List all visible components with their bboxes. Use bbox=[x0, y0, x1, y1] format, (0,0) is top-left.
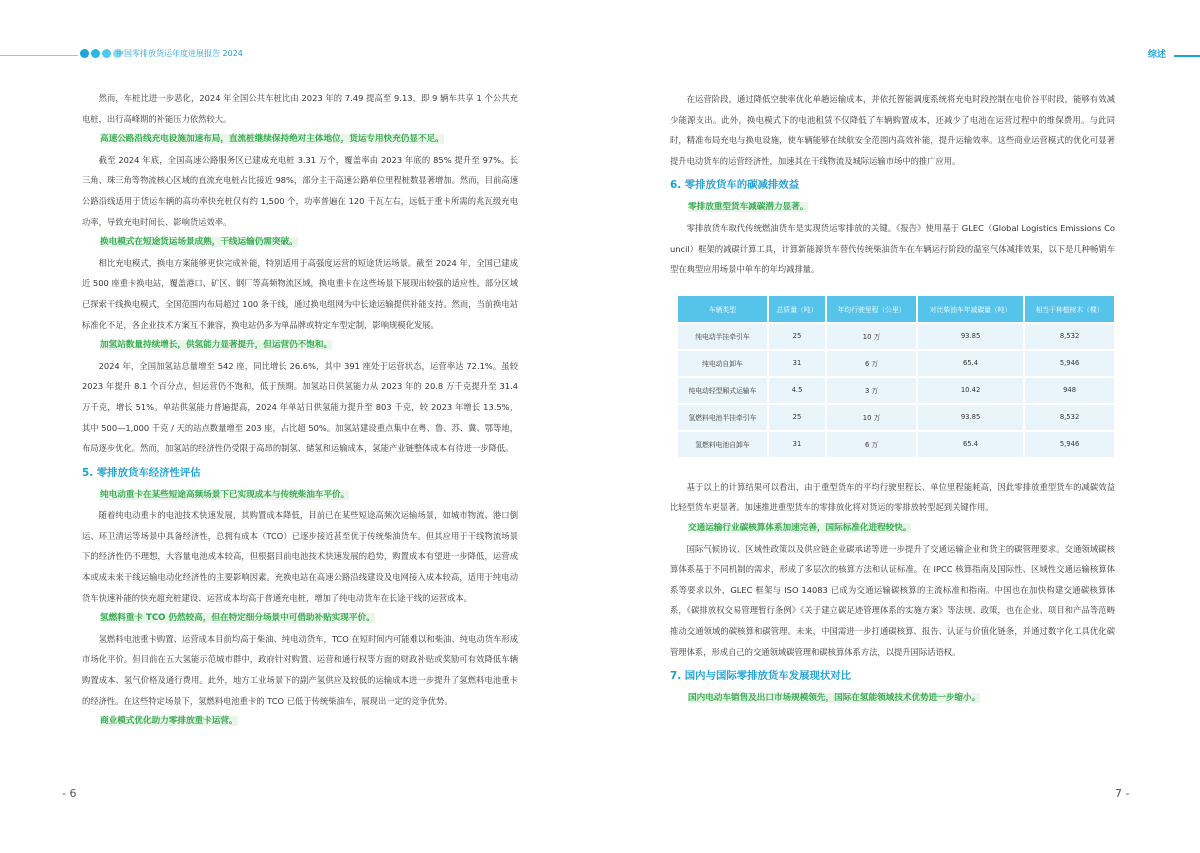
left-body-text bbox=[82, 88, 518, 732]
table-cell: 氢燃料电池半挂牵引车 bbox=[677, 404, 768, 431]
table-cell: 8,532 bbox=[1024, 323, 1115, 350]
section-heading: 7. 国内与国际零排放货车发展现状对比 bbox=[670, 670, 852, 683]
body-paragraph: 国际气候协议、区域性政策以及供应链企业碳承诺等进一步提升了交通运输企业和货主的碳管理要求。交通领域碳核算体系基于不同机制的需求，形成了多层次的核算方法和认证标准。在 IPCC 核算指南及国际性、区域性交通运输核算体系等要求以外，GLEC 框架与 ISO 14083 已成为交通运输碳核算的主流标准和指南。中国也在加快构建交通碳核算体系，《碳排放权交易管理暂行条例》《关于建立碳足迹管理体系的实施方案》等法规、政策，也在企业、项目和产品等范畴推动交通领域的碳核算和碳管理。未来，中国需进一步打通碳核算、报告、认证与价值化链条，并通过数字化工具优化碳管理体系，形成自己的交通领域碳管理和碳核算体系方法，以提升国际话语权。 bbox=[670, 543, 1115, 657]
highlight-text: 氢燃料重卡 TCO 仍然较高，但在特定细分场景中可借助补贴实现平价。 bbox=[100, 613, 375, 624]
table-cell: 纯电动自卸车 bbox=[677, 350, 768, 377]
table-cell: 10 万 bbox=[826, 404, 917, 431]
table-cell: 31 bbox=[768, 431, 826, 458]
highlight-subheading bbox=[100, 232, 518, 253]
table-cell: 5,946 bbox=[1024, 431, 1115, 458]
table-cell: 3 万 bbox=[826, 377, 917, 404]
table-header-cell: 总质量（吨） bbox=[768, 295, 826, 323]
table-cell: 65.4 bbox=[917, 431, 1024, 458]
table-cell: 纯电动轻型厢式运输车 bbox=[677, 377, 768, 404]
highlight-text: 换电模式在短途货运场景成熟，干线运输仍需突破。 bbox=[100, 237, 298, 248]
page-number-left: - 6 bbox=[62, 787, 77, 800]
header-rule bbox=[0, 55, 78, 56]
highlight-text: 交通运输行业碳核算体系加速完善，国际标准化进程较快。 bbox=[688, 522, 912, 533]
table-cell: 纯电动半挂牵引车 bbox=[677, 323, 768, 350]
highlight-subheading bbox=[688, 197, 1115, 218]
highlight-subheading bbox=[100, 608, 518, 629]
table-cell: 65.4 bbox=[917, 350, 1024, 377]
body-paragraph: 截至 2024 年底，全国高速公路服务区已建成充电桩 3.31 万个，覆盖率由 2023 年底的 85% 提升至 97%。长三角、珠三角等物流核心区域的直流充电桩占比接近 98%，部分主干高速公路单位里程桩数显著增加。然而，目前高速公路沿线适用于货运车辆的高功率快充桩仅有约 1,500 个，功率普遍在 120 千瓦左右，远低于重卡所需的兆瓦级充电功率，导致充电时间长、影响货运效率。 bbox=[82, 154, 518, 227]
highlight-text: 加氢站数量持续增长，供氢能力显著提升，但运营仍不饱和。 bbox=[100, 340, 333, 351]
highlight-subheading bbox=[100, 711, 518, 732]
highlight-subheading bbox=[688, 688, 1115, 709]
table-cell: 25 bbox=[768, 404, 826, 431]
table-cell: 10 万 bbox=[826, 323, 917, 350]
table-cell: 5,946 bbox=[1024, 350, 1115, 377]
table-cell: 93.85 bbox=[917, 404, 1024, 431]
highlight-text: 国内电动车销售及出口市场规模领先，国际在氢能领域技术优势进一步缩小。 bbox=[688, 693, 981, 704]
table-cell: 氢燃料电池自卸车 bbox=[677, 431, 768, 458]
highlight-text: 高速公路沿线充电设施加速布局，直流桩继续保持绝对主体地位，货运专用快充仍显不足。 bbox=[100, 134, 444, 145]
table-row bbox=[677, 350, 1115, 377]
table-row bbox=[677, 404, 1115, 431]
body-paragraph: 氢燃料电池重卡购置、运营成本目前均高于柴油、纯电动货车，TCO 在短时间内可能难以和柴油、纯电动货车形成市场化平价。但目前在五大氢能示范城市群中，政府针对购置、运营和通行权等方面的财政补贴或奖励可有效降低车辆购置成本、氢气价格及通行费用。此外，地方工业场景下的副产氢供应及较低的运输成本进一步提升了氢燃料电池重卡的经济性。在这些特定场景下，氢燃料电池重卡的 TCO 已低于传统柴油车，展现出一定的竞争优势。 bbox=[82, 633, 518, 706]
table-cell: 4.5 bbox=[768, 377, 826, 404]
body-paragraph: 基于以上的计算结果可以看出，由于重型货车的平均行驶里程长、单位里程能耗高，因此零排放重型货车的减碳效益比轻型货车更显著。加速推进重型货车的零排放化将对货运的零排放转型起到关键作用。 bbox=[670, 481, 1115, 513]
table-row bbox=[677, 377, 1115, 404]
emissions-table bbox=[676, 294, 1116, 459]
highlight-text: 纯电动重卡在某些短途高频场景下已实现成本与传统柴油车平价。 bbox=[100, 489, 350, 500]
body-paragraph: 2024 年，全国加氢站总量增至 542 座，同比增长 26.6%，其中 391 座处于运营状态，运营率达 72.1%。虽较 2023 年提升 8.1 个百分点，但运营仍不饱和，低于预期。加氢站日供氢能力从 2023 年的 20.8 万千克提升至 31.4 万千克，增长 51%。单站供氢能力普遍提高，2024 年单站日供氢能力提升至 803 千克，较 2023 年增长 13.5%，其中 500—1,000 千克 / 天的站点数量增至 203 座，占比超 50%。加氢站建设重点集中在粤、鲁、苏、冀、鄂等地，布局逐步优化。然而，加氢站的经济性仍受限于高昂的制氢、储氢和运输成本，氢能产业链整体成本有待进一步降低。 bbox=[82, 360, 518, 454]
table-cell: 10.42 bbox=[917, 377, 1024, 404]
table-cell: 31 bbox=[768, 350, 826, 377]
body-paragraph: 然而，车桩比进一步恶化，2024 年全国公共车桩比由 2023 年的 7.49 提高至 9.13，即 9 辆车共享 1 个公共充电桩，出行高峰期的补能压力依然较大。 bbox=[82, 93, 518, 124]
table-header-cell: 车辆类型 bbox=[677, 295, 768, 323]
section-heading: 6. 零排放货车的碳减排效益 bbox=[670, 179, 800, 192]
body-paragraph: 随着纯电动重卡的电池技术快速发展，其购置成本降低，目前已在某些短途高频次运输场景，如城市物流、港口倒运、环卫清运等场景中具备经济性，总拥有成本（TCO）已逐步接近甚至优于传统柴油货车。但其应用于干线物流场景下的经济性仍不理想，大容量电池成本较高，但根据目前电池技术快速发展的趋势，购置成本有望进一步降低，运营成本或成未来干线运输电动化经济性的主要影响因素。充换电站在高速公路沿线建设及电网接入成本较高，适用于纯电动货车快速补能的快充超充桩建设、运营成本均高于普通充电桩，增加了纯电动货车在长途干线的运营成本。 bbox=[82, 510, 518, 603]
table-cell: 25 bbox=[768, 323, 826, 350]
body-paragraph: 在运营阶段，通过降低空驶率优化单趟运输成本，并依托智能调度系统将充电时段控制在电价谷平时段，能够有效减少能源支出。此外，换电模式下的电池租赁不仅降低了车辆购置成本，还减少了电池在运营过程中的维保费用。与此同时，精准布局充电与换电设施，使车辆能够在续航安全范围内高效补能，提升运输效率。这些商业运营模式的优化可显著提升电动货车的运营经济性，加速其在干线物流及城际运输市场中的推广应用。 bbox=[670, 94, 1115, 166]
highlight-text: 商业模式优化助力零排放重卡运营。 bbox=[100, 716, 238, 727]
table-cell: 6 万 bbox=[826, 350, 917, 377]
highlight-text: 零排放重型货车减碳潜力显著。 bbox=[688, 202, 809, 213]
body-paragraph: 零排放货车取代传统燃油货车是实现货运零排放的关键。《报告》使用基于 GLEC（Global Logistics Emissions Council）框架的减碳计算工具，计算新能源货车替代传统柴油货车在车辆运行阶段的温室气体减排效果，以下是几种畅销车型在典型应用场景中单车的年均减排量。 bbox=[670, 222, 1115, 275]
table-cell: 8,532 bbox=[1024, 404, 1115, 431]
table-header-cell: 对比柴油车年减碳量（吨） bbox=[917, 295, 1024, 323]
table-cell: 93.85 bbox=[917, 323, 1024, 350]
section-label: 综述 bbox=[1148, 50, 1167, 60]
table-header-cell: 相当于种植树木（棵） bbox=[1024, 295, 1115, 323]
table-row bbox=[677, 431, 1115, 458]
page-number-right: 7 - bbox=[1115, 787, 1130, 800]
highlight-subheading bbox=[688, 518, 1115, 539]
header-rule-right bbox=[1174, 55, 1200, 57]
table-cell: 948 bbox=[1024, 377, 1115, 404]
body-paragraph: 相比充电模式，换电方案能够更快完成补能，特别适用于高强度运营的短途货运场景。截至 2024 年，全国已建成近 500 座重卡换电站，覆盖港口、矿区、钢厂等高频物流区域，换电重卡在这些场景下展现出较强的适应性。部分区域已探索干线换电模式，全国范围内布局超过 100 条干线，通过换电组网为中长途运输提供补能支持。然而，当前换电站标准化不足，各企业技术方案互不兼容，换电站仍多为单品牌或特定车型定制，影响规模化发展。 bbox=[82, 257, 518, 330]
table-row bbox=[677, 323, 1115, 350]
highlight-subheading bbox=[100, 335, 518, 356]
highlight-subheading bbox=[100, 129, 518, 150]
highlight-subheading bbox=[100, 485, 518, 506]
section-heading: 5. 零排放货车经济性评估 bbox=[82, 466, 201, 479]
table-cell: 6 万 bbox=[826, 431, 917, 458]
right-body-text bbox=[670, 89, 1115, 709]
table-header-cell: 年均行驶里程（公里） bbox=[826, 295, 917, 323]
right-page bbox=[600, 0, 1200, 853]
report-title: 中国零排放货运年度进展报告 2024 bbox=[116, 49, 243, 58]
